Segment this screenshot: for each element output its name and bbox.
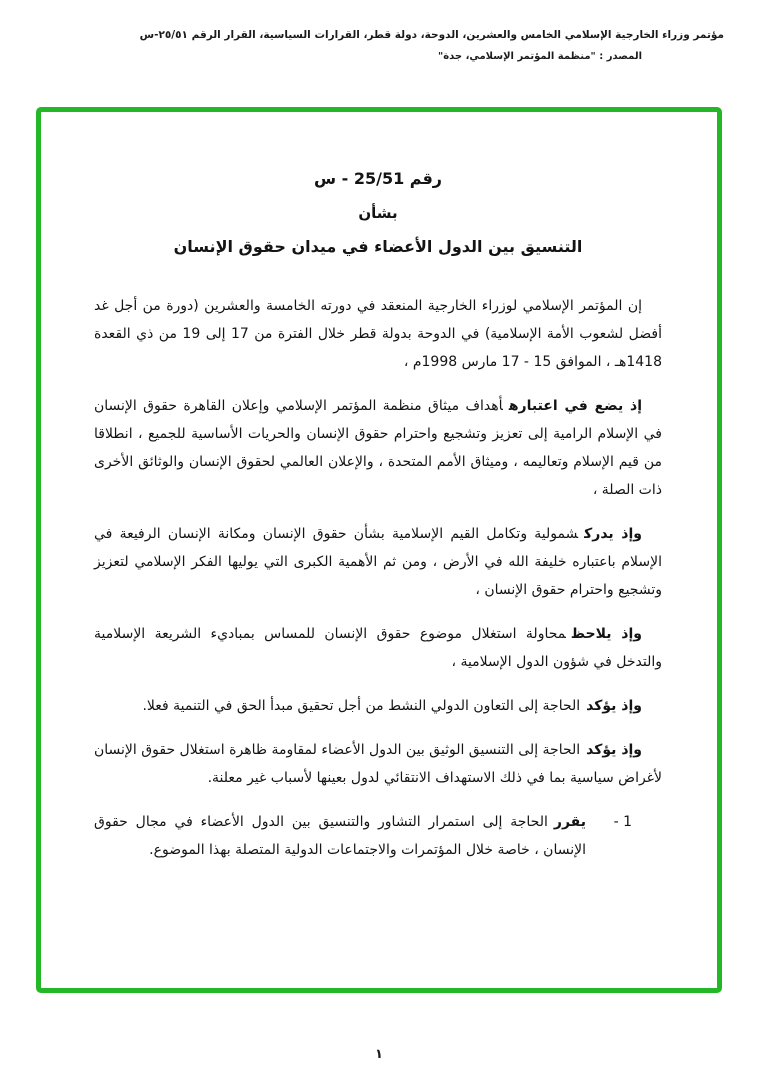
paragraph-noting <box>94 620 662 676</box>
numbered-item-1 <box>94 808 632 864</box>
paragraph-text: محاولة استغلال موضوع حقوق الإنسان للمساس بمباديء الشريعة الإسلامية والتدخل في شؤون الدول الإسلامية ، <box>94 626 662 670</box>
resolution-number: رقم 25/51 - س <box>313 169 443 188</box>
item-lead: يقرر <box>553 814 586 830</box>
header-source-line-2: المصدر : "منظمة المؤتمر الإسلامي، جدة" <box>437 51 642 62</box>
paragraph-lead: وإذ يلاحظ <box>571 626 642 642</box>
document-content <box>41 112 717 988</box>
document-header <box>30 24 724 68</box>
paragraph-lead: وإذ يؤكد <box>586 742 643 758</box>
paragraph-affirming-1 <box>94 692 662 720</box>
paragraph-affirming-2 <box>94 736 662 792</box>
paragraph-text: إن المؤتمر الإسلامي لوزراء الخارجية المنعقد في دورته الخامسة والعشرين (دورة من أجل غد أفضل لشعوب الأمة الإسلامية) في الدوحة بدولة قطر خلال الفترة من 17 إلى 19 من ذي القعدة 1418هـ ، الموافق 15 - 17 مارس 1998م ، <box>94 298 662 370</box>
header-source-line-1: مؤتمر وزراء الخارجية الإسلامي الخامس والعشرين، الدوحة، دولة قطر، القرارات السياسية، القرار الرقم ٢٥/٥١-س <box>139 29 724 41</box>
page-number: ١ <box>375 1047 383 1062</box>
paragraph-text: الحاجة إلى التعاون الدولي النشط من أجل تحقيق مبدأ الحق في التنمية فعلا. <box>142 698 581 714</box>
resolution-subject: التنسيق بين الدول الأعضاء في ميدان حقوق الإنسان <box>173 237 583 256</box>
item-text-wrap <box>94 808 586 864</box>
item-text: الحاجة إلى استمرار التشاور والتنسيق بين الدول الأعضاء في مجال حقوق الإنسان ، خاصة خلال المؤتمرات والاجتماعات الدولية المتصلة بهذا الموضوع. <box>94 814 586 858</box>
title-block <box>94 162 662 264</box>
paragraph-text: أهداف ميثاق منظمة المؤتمر الإسلامي وإعلان القاهرة حقوق الإنسان في الإسلام الرامية إلى تعزيز وتشجيع واحترام حقوق الإنسان والحريات الأساسية للجميع ، انطلاقا من قيم الإسلام وتعاليمه ، وميثاق الأمم المتحدة ، والإعلان العالمي لحقوق الإنسان والوثائق الأخرى ذات الصلة ، <box>94 398 662 498</box>
item-number: 1 - <box>613 814 632 830</box>
paragraph-text: شمولية وتكامل القيم الإسلامية بشأن حقوق الإنسان ومكانة الإنسان الرفيعة في الإسلام باعتباره خليفة الله في الأرض ، ومن ثم الأهمية الكبرى التي يوليها الفكر الإسلامي لتعزيز وتشجيع واحترام حقوق الإنسان ، <box>94 526 662 598</box>
document-border-frame <box>36 107 722 993</box>
document-body <box>94 292 662 864</box>
paragraph-preamble <box>94 292 662 376</box>
paragraph-lead: وإذ يؤكد <box>586 698 642 714</box>
paragraph-text: الحاجة إلى التنسيق الوثيق بين الدول الأعضاء لمقاومة ظاهرة استغلال حقوق الإنسان لأغراض سياسية بما في ذلك الاستهداف الانتقائي لدول بعينها لأسباب غير معلنة. <box>94 742 662 786</box>
paragraph-recognizing <box>94 520 662 604</box>
paragraph-lead: إذ يضع في اعتباره <box>508 398 642 414</box>
resolution-about-label: بشأن <box>358 204 398 222</box>
paragraph-lead: وإذ يدرك <box>584 526 642 542</box>
paragraph-considering <box>94 392 662 504</box>
